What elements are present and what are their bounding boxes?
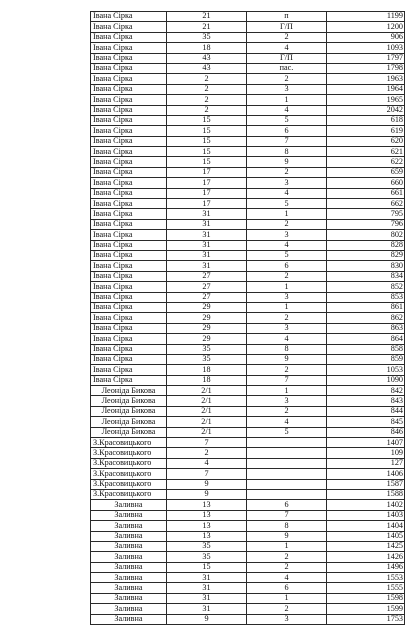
number-cell: 1587: [327, 479, 405, 489]
number-cell: 621: [327, 147, 405, 157]
entrance-cell: 4: [247, 334, 327, 344]
entrance-cell: 4: [247, 417, 327, 427]
entrance-cell: 2: [247, 552, 327, 562]
number-cell: 834: [327, 271, 405, 281]
entrance-cell: 2: [247, 365, 327, 375]
number-cell: 1496: [327, 562, 405, 572]
table-row: [91, 188, 405, 198]
number-cell: 830: [327, 261, 405, 271]
street-cell: Івана Сірка: [91, 178, 167, 188]
house-cell: 29: [167, 302, 247, 312]
house-cell: 13: [167, 531, 247, 541]
table-row: [91, 84, 405, 94]
entrance-cell: пас.: [247, 63, 327, 73]
street-cell: Івана Сірка: [91, 375, 167, 385]
street-cell: Івана Сірка: [91, 250, 167, 260]
table-row: [91, 438, 405, 448]
address-table-body: [91, 12, 405, 625]
number-cell: 1426: [327, 552, 405, 562]
number-cell: 842: [327, 386, 405, 396]
entrance-cell: 5: [247, 427, 327, 437]
street-cell: Івана Сірка: [91, 354, 167, 364]
number-cell: 802: [327, 230, 405, 240]
table-row: [91, 344, 405, 354]
house-cell: 13: [167, 500, 247, 510]
house-cell: 9: [167, 489, 247, 499]
street-cell: Івана Сірка: [91, 95, 167, 105]
entrance-cell: 1: [247, 386, 327, 396]
street-cell: Івана Сірка: [91, 209, 167, 219]
entrance-cell: 2: [247, 604, 327, 614]
street-cell: Заливна: [91, 521, 167, 531]
street-cell: Івана Сірка: [91, 261, 167, 271]
house-cell: 15: [167, 126, 247, 136]
number-cell: 1599: [327, 604, 405, 614]
house-cell: 13: [167, 510, 247, 520]
entrance-cell: 9: [247, 157, 327, 167]
street-cell: Заливна: [91, 583, 167, 593]
street-cell: Івана Сірка: [91, 282, 167, 292]
house-cell: 29: [167, 334, 247, 344]
number-cell: 858: [327, 344, 405, 354]
street-cell: Заливна: [91, 573, 167, 583]
house-cell: 9: [167, 614, 247, 624]
street-cell: Івана Сірка: [91, 188, 167, 198]
entrance-cell: 3: [247, 292, 327, 302]
house-cell: 21: [167, 12, 247, 22]
table-row: [91, 365, 405, 375]
number-cell: 796: [327, 219, 405, 229]
entrance-cell: 2: [247, 406, 327, 416]
entrance-cell: 2: [247, 167, 327, 177]
entrance-cell: 8: [247, 147, 327, 157]
table-row: [91, 427, 405, 437]
number-cell: 1200: [327, 22, 405, 32]
table-row: [91, 313, 405, 323]
table-row: [91, 562, 405, 572]
house-cell: 17: [167, 188, 247, 198]
number-cell: 853: [327, 292, 405, 302]
street-cell: Івана Сірка: [91, 22, 167, 32]
house-cell: 7: [167, 469, 247, 479]
street-cell: Івана Сірка: [91, 302, 167, 312]
house-cell: 31: [167, 209, 247, 219]
house-cell: 2: [167, 84, 247, 94]
table-row: [91, 167, 405, 177]
street-cell: Заливна: [91, 552, 167, 562]
address-table: [90, 11, 405, 625]
number-cell: 1964: [327, 84, 405, 94]
number-cell: 1053: [327, 365, 405, 375]
house-cell: 15: [167, 147, 247, 157]
number-cell: 861: [327, 302, 405, 312]
entrance-cell: [247, 469, 327, 479]
table-row: [91, 105, 405, 115]
table-row: [91, 417, 405, 427]
street-cell: Івана Сірка: [91, 313, 167, 323]
house-cell: 21: [167, 22, 247, 32]
entrance-cell: 1: [247, 302, 327, 312]
table-row: [91, 458, 405, 468]
number-cell: 1404: [327, 521, 405, 531]
street-cell: Івана Сірка: [91, 157, 167, 167]
number-cell: 1753: [327, 614, 405, 624]
house-cell: 2/1: [167, 406, 247, 416]
house-cell: 31: [167, 604, 247, 614]
house-cell: 2/1: [167, 396, 247, 406]
entrance-cell: 4: [247, 188, 327, 198]
table-row: [91, 354, 405, 364]
table-row: [91, 32, 405, 42]
street-cell: Івана Сірка: [91, 219, 167, 229]
entrance-cell: 3: [247, 178, 327, 188]
entrance-cell: 3: [247, 396, 327, 406]
house-cell: 2/1: [167, 427, 247, 437]
number-cell: 109: [327, 448, 405, 458]
street-cell: Івана Сірка: [91, 230, 167, 240]
entrance-cell: 2: [247, 32, 327, 42]
entrance-cell: [247, 479, 327, 489]
number-cell: 1555: [327, 583, 405, 593]
house-cell: 17: [167, 199, 247, 209]
number-cell: 662: [327, 199, 405, 209]
table-row: [91, 604, 405, 614]
street-cell: Леоніда Бикова: [91, 396, 167, 406]
entrance-cell: 1: [247, 95, 327, 105]
number-cell: 844: [327, 406, 405, 416]
house-cell: 17: [167, 178, 247, 188]
number-cell: 1406: [327, 469, 405, 479]
number-cell: 1403: [327, 510, 405, 520]
table-row: [91, 396, 405, 406]
entrance-cell: 4: [247, 240, 327, 250]
street-cell: Івана Сірка: [91, 115, 167, 125]
number-cell: 1798: [327, 63, 405, 73]
number-cell: 127: [327, 458, 405, 468]
house-cell: 43: [167, 53, 247, 63]
number-cell: 659: [327, 167, 405, 177]
entrance-cell: п: [247, 12, 327, 22]
table-row: [91, 22, 405, 32]
street-cell: З.Красовицького: [91, 458, 167, 468]
street-cell: Івана Сірка: [91, 167, 167, 177]
table-row: [91, 199, 405, 209]
house-cell: 2: [167, 105, 247, 115]
house-cell: 13: [167, 521, 247, 531]
street-cell: Івана Сірка: [91, 199, 167, 209]
table-row: [91, 240, 405, 250]
house-cell: 35: [167, 552, 247, 562]
street-cell: Заливна: [91, 510, 167, 520]
table-row: [91, 209, 405, 219]
number-cell: 1407: [327, 438, 405, 448]
number-cell: 1598: [327, 593, 405, 603]
table-row: [91, 126, 405, 136]
street-cell: З.Красовицького: [91, 469, 167, 479]
table-row: [91, 95, 405, 105]
house-cell: 31: [167, 250, 247, 260]
street-cell: Заливна: [91, 593, 167, 603]
table-row: [91, 531, 405, 541]
house-cell: 15: [167, 157, 247, 167]
number-cell: 620: [327, 136, 405, 146]
entrance-cell: 9: [247, 354, 327, 364]
number-cell: 864: [327, 334, 405, 344]
table-row: [91, 74, 405, 84]
house-cell: 17: [167, 167, 247, 177]
house-cell: 2/1: [167, 417, 247, 427]
house-cell: 29: [167, 323, 247, 333]
street-cell: Івана Сірка: [91, 240, 167, 250]
entrance-cell: 6: [247, 261, 327, 271]
entrance-cell: 2: [247, 562, 327, 572]
entrance-cell: [247, 489, 327, 499]
house-cell: 2/1: [167, 386, 247, 396]
table-row: [91, 261, 405, 271]
house-cell: 31: [167, 593, 247, 603]
street-cell: Заливна: [91, 541, 167, 551]
house-cell: 31: [167, 240, 247, 250]
table-row: [91, 614, 405, 624]
entrance-cell: 7: [247, 510, 327, 520]
entrance-cell: 9: [247, 531, 327, 541]
entrance-cell: 1: [247, 541, 327, 551]
table-row: [91, 250, 405, 260]
number-cell: 1797: [327, 53, 405, 63]
table-row: [91, 510, 405, 520]
number-cell: 1405: [327, 531, 405, 541]
entrance-cell: 4: [247, 573, 327, 583]
table-row: [91, 406, 405, 416]
number-cell: 843: [327, 396, 405, 406]
table-row: [91, 53, 405, 63]
number-cell: 846: [327, 427, 405, 437]
house-cell: 31: [167, 230, 247, 240]
house-cell: 15: [167, 562, 247, 572]
house-cell: 27: [167, 271, 247, 281]
table-row: [91, 573, 405, 583]
street-cell: Івана Сірка: [91, 74, 167, 84]
street-cell: Леоніда Бикова: [91, 386, 167, 396]
table-row: [91, 63, 405, 73]
table-row: [91, 386, 405, 396]
table-row: [91, 282, 405, 292]
table-row: [91, 115, 405, 125]
house-cell: 4: [167, 458, 247, 468]
house-cell: 18: [167, 365, 247, 375]
table-row: [91, 479, 405, 489]
street-cell: Івана Сірка: [91, 12, 167, 22]
number-cell: 1553: [327, 573, 405, 583]
street-cell: Івана Сірка: [91, 271, 167, 281]
number-cell: 1093: [327, 43, 405, 53]
street-cell: З.Красовицького: [91, 438, 167, 448]
entrance-cell: [247, 448, 327, 458]
table-row: [91, 136, 405, 146]
street-cell: Заливна: [91, 604, 167, 614]
house-cell: 2: [167, 95, 247, 105]
street-cell: Івана Сірка: [91, 53, 167, 63]
street-cell: Івана Сірка: [91, 344, 167, 354]
number-cell: 622: [327, 157, 405, 167]
street-cell: Івана Сірка: [91, 136, 167, 146]
street-cell: Івана Сірка: [91, 292, 167, 302]
table-row: [91, 541, 405, 551]
house-cell: 27: [167, 292, 247, 302]
entrance-cell: 2: [247, 74, 327, 84]
table-row: [91, 593, 405, 603]
entrance-cell: 3: [247, 614, 327, 624]
house-cell: 18: [167, 43, 247, 53]
table-row: [91, 469, 405, 479]
street-cell: Івана Сірка: [91, 323, 167, 333]
house-cell: 35: [167, 344, 247, 354]
table-row: [91, 583, 405, 593]
entrance-cell: 7: [247, 375, 327, 385]
number-cell: 863: [327, 323, 405, 333]
street-cell: Івана Сірка: [91, 365, 167, 375]
table-row: [91, 500, 405, 510]
street-cell: Івана Сірка: [91, 126, 167, 136]
street-cell: Івана Сірка: [91, 43, 167, 53]
entrance-cell: 1: [247, 593, 327, 603]
house-cell: 31: [167, 219, 247, 229]
house-cell: 15: [167, 136, 247, 146]
table-row: [91, 521, 405, 531]
entrance-cell: 8: [247, 344, 327, 354]
house-cell: 35: [167, 32, 247, 42]
number-cell: 661: [327, 188, 405, 198]
number-cell: 1588: [327, 489, 405, 499]
house-cell: 29: [167, 313, 247, 323]
number-cell: 852: [327, 282, 405, 292]
table-row: [91, 178, 405, 188]
number-cell: 618: [327, 115, 405, 125]
street-cell: Івана Сірка: [91, 63, 167, 73]
house-cell: 2: [167, 448, 247, 458]
table-row: [91, 219, 405, 229]
number-cell: 1090: [327, 375, 405, 385]
street-cell: Івана Сірка: [91, 334, 167, 344]
entrance-cell: 2: [247, 219, 327, 229]
entrance-cell: 1: [247, 209, 327, 219]
number-cell: 2042: [327, 105, 405, 115]
entrance-cell: 3: [247, 84, 327, 94]
entrance-cell: 2: [247, 313, 327, 323]
number-cell: 795: [327, 209, 405, 219]
street-cell: Івана Сірка: [91, 84, 167, 94]
table-row: [91, 43, 405, 53]
entrance-cell: 2: [247, 271, 327, 281]
table-row: [91, 334, 405, 344]
house-cell: 7: [167, 438, 247, 448]
house-cell: 15: [167, 115, 247, 125]
table-row: [91, 157, 405, 167]
entrance-cell: 3: [247, 323, 327, 333]
entrance-cell: 4: [247, 43, 327, 53]
street-cell: З.Красовицького: [91, 479, 167, 489]
entrance-cell: 6: [247, 126, 327, 136]
table-row: [91, 323, 405, 333]
table-row: [91, 292, 405, 302]
entrance-cell: 5: [247, 250, 327, 260]
street-cell: Івана Сірка: [91, 147, 167, 157]
entrance-cell: 6: [247, 500, 327, 510]
entrance-cell: Г/П: [247, 22, 327, 32]
table-row: [91, 448, 405, 458]
house-cell: 31: [167, 573, 247, 583]
number-cell: 1965: [327, 95, 405, 105]
entrance-cell: [247, 458, 327, 468]
house-cell: 31: [167, 583, 247, 593]
entrance-cell: 8: [247, 521, 327, 531]
street-cell: Заливна: [91, 614, 167, 624]
table-row: [91, 271, 405, 281]
entrance-cell: 7: [247, 136, 327, 146]
house-cell: 2: [167, 74, 247, 84]
house-cell: 18: [167, 375, 247, 385]
street-cell: Івана Сірка: [91, 32, 167, 42]
house-cell: 35: [167, 541, 247, 551]
entrance-cell: 6: [247, 583, 327, 593]
street-cell: Заливна: [91, 531, 167, 541]
street-cell: Леоніда Бикова: [91, 427, 167, 437]
number-cell: 906: [327, 32, 405, 42]
number-cell: 1425: [327, 541, 405, 551]
house-cell: 43: [167, 63, 247, 73]
table-row: [91, 375, 405, 385]
street-cell: Заливна: [91, 562, 167, 572]
number-cell: 619: [327, 126, 405, 136]
table-row: [91, 230, 405, 240]
house-cell: 35: [167, 354, 247, 364]
number-cell: 660: [327, 178, 405, 188]
number-cell: 1963: [327, 74, 405, 84]
house-cell: 31: [167, 261, 247, 271]
table-row: [91, 489, 405, 499]
table-row: [91, 552, 405, 562]
table-row: [91, 302, 405, 312]
number-cell: 859: [327, 354, 405, 364]
entrance-cell: 4: [247, 105, 327, 115]
entrance-cell: 3: [247, 230, 327, 240]
table-row: [91, 12, 405, 22]
street-cell: З.Красовицького: [91, 489, 167, 499]
house-cell: 9: [167, 479, 247, 489]
number-cell: 828: [327, 240, 405, 250]
street-cell: Івана Сірка: [91, 105, 167, 115]
number-cell: 862: [327, 313, 405, 323]
house-cell: 27: [167, 282, 247, 292]
entrance-cell: 5: [247, 115, 327, 125]
number-cell: 845: [327, 417, 405, 427]
entrance-cell: Г/П: [247, 53, 327, 63]
street-cell: Леоніда Бикова: [91, 406, 167, 416]
number-cell: 829: [327, 250, 405, 260]
street-cell: Леоніда Бикова: [91, 417, 167, 427]
entrance-cell: 1: [247, 282, 327, 292]
street-cell: З.Красовицького: [91, 448, 167, 458]
number-cell: 1199: [327, 12, 405, 22]
entrance-cell: [247, 438, 327, 448]
street-cell: Заливна: [91, 500, 167, 510]
table-row: [91, 147, 405, 157]
number-cell: 1402: [327, 500, 405, 510]
entrance-cell: 5: [247, 199, 327, 209]
